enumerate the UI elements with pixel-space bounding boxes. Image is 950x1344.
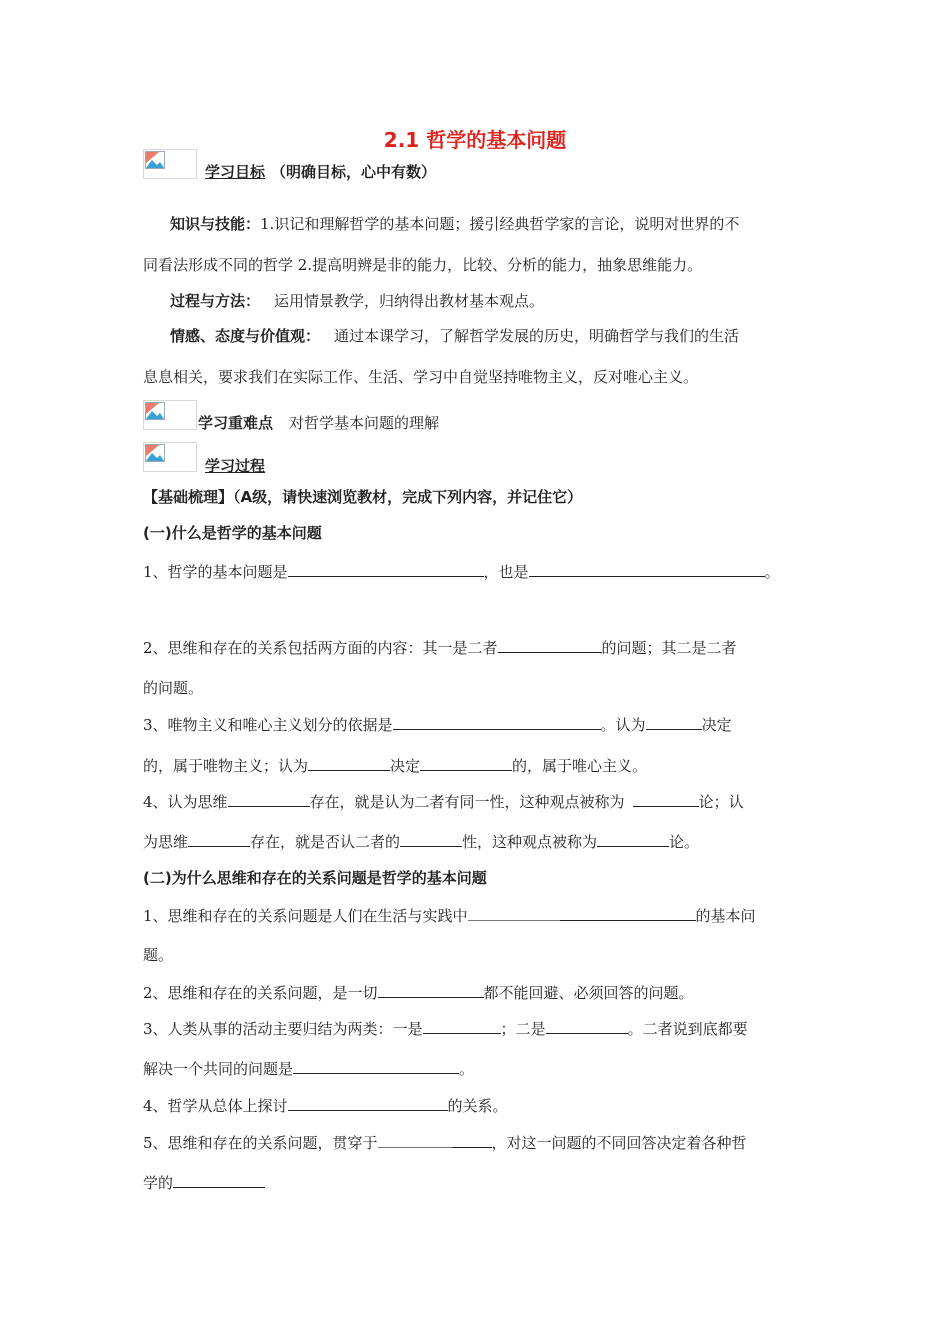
answer-blank[interactable]: [468, 904, 560, 921]
objectives-heading: [205, 161, 436, 183]
answer-blank[interactable]: [288, 560, 484, 577]
objectives-title: 学习目标: [205, 163, 266, 181]
process-heading: [205, 455, 265, 477]
s1-question-2-cont: 的问题。: [143, 679, 204, 697]
s1-question-4: 4、认为思维 存在，就是认为二者有同一性，这种观点被称为 论；认: [143, 790, 744, 813]
s2-question-3: 3、人类从事的活动主要归结为两类：一是 ；二是 。二者说到底都要: [143, 1017, 748, 1040]
image-placeholder-icon: [143, 400, 197, 430]
s1-question-3: 3、唯物主义和唯心主义划分的依据是 。认为 决定: [143, 713, 732, 736]
answer-blank[interactable]: [228, 790, 310, 807]
key-points-text: 对哲学基本问题的理解: [289, 414, 440, 432]
answer-blank[interactable]: [378, 981, 484, 998]
basics-heading: 【基础梳理】（A级，请快速浏览教材，完成下列内容，并记住它）: [143, 488, 583, 506]
answer-blank[interactable]: [293, 1057, 459, 1074]
key-points-line: [198, 412, 439, 434]
s1-question-2: 2、思维和存在的关系包括两方面的内容：其一是二者 的问题；其二是二者: [143, 636, 737, 659]
answer-blank[interactable]: [378, 1131, 452, 1148]
s1-question-1: 1、哲学的基本问题是 ，也是 。: [143, 560, 780, 583]
knowledge-label: 知识与技能：: [170, 215, 261, 233]
answer-blank[interactable]: [529, 560, 765, 577]
knowledge-text: 1.识记和理解哲学的基本问题；援引经典哲学家的言论，说明对世界的不: [260, 215, 740, 233]
s2-question-4: 4、哲学从总体上探讨 的关系。: [143, 1094, 508, 1117]
process-line: [170, 290, 544, 312]
s2-question-1: 1、思维和存在的关系问题是人们在生活与实践中 的基本问: [143, 904, 756, 927]
page-title: 2.1 哲学的基本问题: [383, 128, 567, 152]
s2-question-1-cont: 题。: [143, 946, 174, 964]
s2-question-2: 2、思维和存在的关系问题，是一切 都不能回避、必须回答的问题。: [143, 981, 694, 1004]
answer-blank[interactable]: [308, 754, 390, 771]
section-2-heading: (二)为什么思维和存在的关系问题是哲学的基本问题: [143, 869, 487, 887]
answer-blank[interactable]: [452, 1131, 492, 1148]
s1-question-4-cont: 为思维 存在，就是否认二者的 性，这种观点被称为 论。: [143, 830, 699, 853]
answer-blank[interactable]: [420, 754, 512, 771]
knowledge-line-1: [170, 213, 739, 235]
objectives-note: （明确目标，心中有数）: [271, 163, 437, 181]
answer-blank[interactable]: [597, 830, 669, 847]
answer-blank[interactable]: [188, 830, 250, 847]
s2-question-3-cont: 解决一个共同的问题是 。: [143, 1057, 474, 1080]
key-points-heading: 学习重难点: [198, 414, 274, 432]
s2-question-5: 5、思维和存在的关系问题，贯穿于 ，对这一问题的不同回答决定着各种哲: [143, 1131, 747, 1154]
process-text: 运用情景教学，归纳得出教材基本观点。: [274, 292, 545, 310]
answer-blank[interactable]: [400, 830, 462, 847]
emotion-label: 情感、态度与价值观：: [170, 327, 321, 345]
answer-blank[interactable]: [646, 713, 702, 730]
answer-blank[interactable]: [173, 1171, 265, 1188]
section-1-heading: (一)什么是哲学的基本问题: [143, 524, 322, 542]
answer-blank[interactable]: [633, 790, 699, 807]
emotion-line-1: [170, 325, 739, 347]
answer-blank[interactable]: [423, 1017, 501, 1034]
answer-blank[interactable]: [546, 1017, 628, 1034]
image-placeholder-icon: [143, 149, 197, 179]
answer-blank[interactable]: [288, 1094, 448, 1111]
emotion-line-2: 息息相关，要求我们在实际工作、生活、学习中自觉坚持唯物主义，反对唯心主义。: [143, 368, 699, 386]
knowledge-line-2: 同看法形成不同的哲学 2.提高明辨是非的能力，比较、分析的能力，抽象思维能力。: [143, 256, 703, 274]
answer-blank[interactable]: [498, 636, 602, 653]
process-heading-text: 学习过程: [205, 457, 266, 475]
s1-question-3-cont: 的，属于唯物主义；认为 决定 的，属于唯心主义。: [143, 754, 647, 777]
emotion-text: 通过本课学习，了解哲学发展的历史，明确哲学与我们的生活: [334, 327, 740, 345]
image-placeholder-icon: [143, 442, 197, 472]
answer-blank[interactable]: [393, 713, 601, 730]
s2-question-5-cont: 学的: [143, 1171, 265, 1194]
process-label: 过程与方法：: [170, 292, 261, 310]
answer-blank[interactable]: [560, 904, 696, 921]
